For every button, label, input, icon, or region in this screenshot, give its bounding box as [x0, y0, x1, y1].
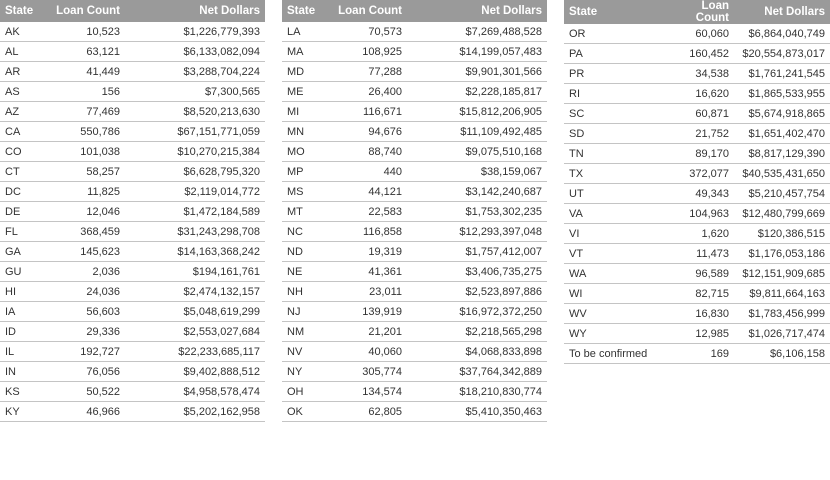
- cell-loan-count: 77,469: [50, 102, 125, 122]
- cell-state: WI: [564, 284, 664, 304]
- table-row: [282, 302, 547, 322]
- cell-net-dollars: $1,472,184,589: [125, 202, 265, 222]
- table-row: [0, 22, 265, 42]
- cell-net-dollars: $20,554,873,017: [734, 44, 830, 64]
- cell-state: IA: [0, 302, 50, 322]
- cell-net-dollars: $2,523,897,886: [407, 282, 547, 302]
- cell-loan-count: 94,676: [332, 122, 407, 142]
- cell-state: IL: [0, 342, 50, 362]
- cell-state: TN: [564, 144, 664, 164]
- cell-net-dollars: $1,757,412,007: [407, 242, 547, 262]
- table-row: [0, 262, 265, 282]
- cell-loan-count: 160,452: [664, 44, 734, 64]
- cell-net-dollars: $2,228,185,817: [407, 82, 547, 102]
- cell-net-dollars: $11,109,492,485: [407, 122, 547, 142]
- cell-loan-count: 60,060: [664, 24, 734, 44]
- table-header: [564, 0, 830, 24]
- cell-net-dollars: $12,293,397,048: [407, 222, 547, 242]
- cell-state: SC: [564, 104, 664, 124]
- table-row: [0, 62, 265, 82]
- cell-loan-count: 21,201: [332, 322, 407, 342]
- table-row: [0, 42, 265, 62]
- cell-net-dollars: $14,163,368,242: [125, 242, 265, 262]
- cell-net-dollars: $1,753,302,235: [407, 202, 547, 222]
- cell-net-dollars: $2,553,027,684: [125, 322, 265, 342]
- table-row: [282, 122, 547, 142]
- cell-net-dollars: $12,151,909,685: [734, 264, 830, 284]
- cell-loan-count: 12,046: [50, 202, 125, 222]
- cell-net-dollars: $6,628,795,320: [125, 162, 265, 182]
- cell-net-dollars: $14,199,057,483: [407, 42, 547, 62]
- cell-net-dollars: $2,218,565,298: [407, 322, 547, 342]
- cell-net-dollars: $9,402,888,512: [125, 362, 265, 382]
- cell-state: MT: [282, 202, 332, 222]
- cell-net-dollars: $16,972,372,250: [407, 302, 547, 322]
- table-row: [0, 242, 265, 262]
- cell-loan-count: 63,121: [50, 42, 125, 62]
- cell-state: NH: [282, 282, 332, 302]
- cell-loan-count: 82,715: [664, 284, 734, 304]
- table-row: [0, 162, 265, 182]
- table-row: [282, 162, 547, 182]
- header-state: State: [0, 0, 50, 22]
- table-row: [564, 324, 830, 344]
- header-loan-count: Loan Count: [664, 0, 734, 24]
- cell-loan-count: 77,288: [332, 62, 407, 82]
- cell-loan-count: 56,603: [50, 302, 125, 322]
- cell-loan-count: 49,343: [664, 184, 734, 204]
- cell-state: PA: [564, 44, 664, 64]
- cell-state: CA: [0, 122, 50, 142]
- cell-loan-count: 16,830: [664, 304, 734, 324]
- cell-state: UT: [564, 184, 664, 204]
- cell-net-dollars: $5,202,162,958: [125, 402, 265, 422]
- cell-state: CO: [0, 142, 50, 162]
- table-row: [282, 142, 547, 162]
- table-row: [564, 264, 830, 284]
- cell-net-dollars: $67,151,771,059: [125, 122, 265, 142]
- table-row: [0, 402, 265, 422]
- cell-state: MS: [282, 182, 332, 202]
- table-row: [282, 222, 547, 242]
- table-row: [282, 42, 547, 62]
- cell-state: DC: [0, 182, 50, 202]
- table-row: [0, 82, 265, 102]
- cell-net-dollars: $6,106,158: [734, 344, 830, 364]
- cell-loan-count: 58,257: [50, 162, 125, 182]
- cell-loan-count: 19,319: [332, 242, 407, 262]
- table-row: [564, 344, 830, 364]
- cell-state: NY: [282, 362, 332, 382]
- cell-net-dollars: $8,520,213,630: [125, 102, 265, 122]
- header-row: [282, 0, 547, 22]
- cell-state: CT: [0, 162, 50, 182]
- cell-loan-count: 550,786: [50, 122, 125, 142]
- cell-state: PR: [564, 64, 664, 84]
- table-row: [0, 362, 265, 382]
- cell-loan-count: 16,620: [664, 84, 734, 104]
- table-row: [0, 102, 265, 122]
- header-state: State: [564, 0, 664, 24]
- cell-net-dollars: $37,764,342,889: [407, 362, 547, 382]
- cell-net-dollars: $5,048,619,299: [125, 302, 265, 322]
- table-row: [0, 222, 265, 242]
- table-header: [0, 0, 265, 22]
- table-row: [564, 224, 830, 244]
- cell-net-dollars: $1,651,402,470: [734, 124, 830, 144]
- cell-state: WY: [564, 324, 664, 344]
- cell-state: MO: [282, 142, 332, 162]
- cell-state: NE: [282, 262, 332, 282]
- cell-loan-count: 40,060: [332, 342, 407, 362]
- cell-net-dollars: $5,210,457,754: [734, 184, 830, 204]
- cell-net-dollars: $1,176,053,186: [734, 244, 830, 264]
- table-row: [282, 402, 547, 422]
- header-loan-count: Loan Count: [332, 0, 407, 22]
- cell-loan-count: 24,036: [50, 282, 125, 302]
- cell-loan-count: 116,671: [332, 102, 407, 122]
- table-row: [564, 124, 830, 144]
- cell-state: FL: [0, 222, 50, 242]
- cell-state: DE: [0, 202, 50, 222]
- cell-loan-count: 101,038: [50, 142, 125, 162]
- cell-state: GU: [0, 262, 50, 282]
- cell-state: MI: [282, 102, 332, 122]
- cell-net-dollars: $7,300,565: [125, 82, 265, 102]
- cell-loan-count: 29,336: [50, 322, 125, 342]
- cell-state: ID: [0, 322, 50, 342]
- header-state: State: [282, 0, 332, 22]
- cell-net-dollars: $3,288,704,224: [125, 62, 265, 82]
- cell-net-dollars: $38,159,067: [407, 162, 547, 182]
- state-table-3: [564, 0, 830, 364]
- cell-net-dollars: $31,243,298,708: [125, 222, 265, 242]
- table-row: [564, 284, 830, 304]
- table-row: [564, 104, 830, 124]
- cell-state: WA: [564, 264, 664, 284]
- cell-state: WV: [564, 304, 664, 324]
- cell-net-dollars: $7,269,488,528: [407, 22, 547, 42]
- cell-net-dollars: $5,674,918,865: [734, 104, 830, 124]
- cell-loan-count: 192,727: [50, 342, 125, 362]
- table-row: [0, 302, 265, 322]
- cell-loan-count: 10,523: [50, 22, 125, 42]
- state-table-1: [0, 0, 265, 422]
- cell-loan-count: 116,858: [332, 222, 407, 242]
- table-row: [564, 84, 830, 104]
- cell-net-dollars: $120,386,515: [734, 224, 830, 244]
- table-row: [564, 44, 830, 64]
- cell-state: MP: [282, 162, 332, 182]
- cell-net-dollars: $10,270,215,384: [125, 142, 265, 162]
- cell-loan-count: 46,966: [50, 402, 125, 422]
- table-body: [564, 24, 830, 364]
- table-row: [282, 362, 547, 382]
- cell-loan-count: 70,573: [332, 22, 407, 42]
- cell-loan-count: 76,056: [50, 362, 125, 382]
- cell-state: MN: [282, 122, 332, 142]
- cell-state: ND: [282, 242, 332, 262]
- cell-net-dollars: $22,233,685,117: [125, 342, 265, 362]
- cell-loan-count: 22,583: [332, 202, 407, 222]
- cell-state: MD: [282, 62, 332, 82]
- cell-state: ME: [282, 82, 332, 102]
- cell-loan-count: 89,170: [664, 144, 734, 164]
- table-row: [282, 62, 547, 82]
- cell-loan-count: 41,361: [332, 262, 407, 282]
- cell-loan-count: 23,011: [332, 282, 407, 302]
- cell-state: To be confirmed: [564, 344, 664, 364]
- cell-loan-count: 44,121: [332, 182, 407, 202]
- cell-net-dollars: $1,226,779,393: [125, 22, 265, 42]
- cell-net-dollars: $4,068,833,898: [407, 342, 547, 362]
- table-row: [564, 204, 830, 224]
- cell-state: LA: [282, 22, 332, 42]
- cell-state: VT: [564, 244, 664, 264]
- cell-loan-count: 104,963: [664, 204, 734, 224]
- cell-loan-count: 169: [664, 344, 734, 364]
- cell-loan-count: 50,522: [50, 382, 125, 402]
- table-row: [282, 22, 547, 42]
- cell-state: KY: [0, 402, 50, 422]
- table-row: [564, 244, 830, 264]
- table-row: [0, 282, 265, 302]
- table-row: [0, 182, 265, 202]
- cell-net-dollars: $40,535,431,650: [734, 164, 830, 184]
- table-row: [282, 342, 547, 362]
- cell-loan-count: 62,805: [332, 402, 407, 422]
- cell-net-dollars: $1,761,241,545: [734, 64, 830, 84]
- table-row: [564, 24, 830, 44]
- cell-state: GA: [0, 242, 50, 262]
- cell-net-dollars: $3,142,240,687: [407, 182, 547, 202]
- cell-state: RI: [564, 84, 664, 104]
- cell-loan-count: 21,752: [664, 124, 734, 144]
- cell-net-dollars: $18,210,830,774: [407, 382, 547, 402]
- cell-loan-count: 1,620: [664, 224, 734, 244]
- cell-loan-count: 372,077: [664, 164, 734, 184]
- header-row: [0, 0, 265, 22]
- table-body: [282, 22, 547, 422]
- cell-state: AS: [0, 82, 50, 102]
- cell-net-dollars: $194,161,761: [125, 262, 265, 282]
- table-row: [282, 322, 547, 342]
- cell-state: NV: [282, 342, 332, 362]
- cell-state: AK: [0, 22, 50, 42]
- table-row: [0, 382, 265, 402]
- cell-loan-count: 145,623: [50, 242, 125, 262]
- table-row: [282, 82, 547, 102]
- cell-loan-count: 12,985: [664, 324, 734, 344]
- cell-state: KS: [0, 382, 50, 402]
- cell-loan-count: 11,825: [50, 182, 125, 202]
- cell-net-dollars: $9,811,664,163: [734, 284, 830, 304]
- table-row: [282, 202, 547, 222]
- cell-net-dollars: $8,817,129,390: [734, 144, 830, 164]
- table-row: [0, 142, 265, 162]
- table-row: [564, 184, 830, 204]
- cell-state: AZ: [0, 102, 50, 122]
- cell-state: NC: [282, 222, 332, 242]
- cell-state: OK: [282, 402, 332, 422]
- header-row: [564, 0, 830, 24]
- cell-net-dollars: $9,901,301,566: [407, 62, 547, 82]
- cell-loan-count: 41,449: [50, 62, 125, 82]
- table-row: [282, 182, 547, 202]
- cell-loan-count: 368,459: [50, 222, 125, 242]
- cell-loan-count: 108,925: [332, 42, 407, 62]
- header-net-dollars: Net Dollars: [734, 0, 830, 24]
- cell-state: NM: [282, 322, 332, 342]
- table-row: [564, 164, 830, 184]
- cell-net-dollars: $1,026,717,474: [734, 324, 830, 344]
- cell-loan-count: 88,740: [332, 142, 407, 162]
- cell-net-dollars: $15,812,206,905: [407, 102, 547, 122]
- table-row: [0, 342, 265, 362]
- table-row: [282, 262, 547, 282]
- cell-state: AR: [0, 62, 50, 82]
- cell-state: VI: [564, 224, 664, 244]
- cell-net-dollars: $12,480,799,669: [734, 204, 830, 224]
- cell-state: IN: [0, 362, 50, 382]
- cell-loan-count: 60,871: [664, 104, 734, 124]
- header-loan-count: Loan Count: [50, 0, 125, 22]
- cell-state: NJ: [282, 302, 332, 322]
- cell-state: MA: [282, 42, 332, 62]
- cell-state: AL: [0, 42, 50, 62]
- table-row: [564, 144, 830, 164]
- cell-net-dollars: $2,119,014,772: [125, 182, 265, 202]
- cell-net-dollars: $1,783,456,999: [734, 304, 830, 324]
- cell-loan-count: 156: [50, 82, 125, 102]
- cell-net-dollars: $5,410,350,463: [407, 402, 547, 422]
- cell-state: HI: [0, 282, 50, 302]
- cell-state: VA: [564, 204, 664, 224]
- cell-loan-count: 305,774: [332, 362, 407, 382]
- cell-loan-count: 11,473: [664, 244, 734, 264]
- table-row: [282, 382, 547, 402]
- cell-state: TX: [564, 164, 664, 184]
- cell-net-dollars: $1,865,533,955: [734, 84, 830, 104]
- table-row: [0, 322, 265, 342]
- cell-net-dollars: $6,133,082,094: [125, 42, 265, 62]
- table-row: [564, 64, 830, 84]
- cell-loan-count: 96,589: [664, 264, 734, 284]
- cell-loan-count: 2,036: [50, 262, 125, 282]
- cell-loan-count: 134,574: [332, 382, 407, 402]
- cell-state: OR: [564, 24, 664, 44]
- cell-loan-count: 440: [332, 162, 407, 182]
- cell-loan-count: 139,919: [332, 302, 407, 322]
- table-row: [0, 202, 265, 222]
- table-header: [282, 0, 547, 22]
- header-net-dollars: Net Dollars: [407, 0, 547, 22]
- cell-net-dollars: $4,958,578,474: [125, 382, 265, 402]
- table-row: [282, 102, 547, 122]
- cell-loan-count: 34,538: [664, 64, 734, 84]
- cell-state: SD: [564, 124, 664, 144]
- table-row: [282, 282, 547, 302]
- cell-loan-count: 26,400: [332, 82, 407, 102]
- cell-net-dollars: $2,474,132,157: [125, 282, 265, 302]
- table-row: [282, 242, 547, 262]
- table-row: [564, 304, 830, 324]
- cell-net-dollars: $9,075,510,168: [407, 142, 547, 162]
- table-body: [0, 22, 265, 422]
- cell-net-dollars: $3,406,735,275: [407, 262, 547, 282]
- table-row: [0, 122, 265, 142]
- cell-state: OH: [282, 382, 332, 402]
- cell-net-dollars: $6,864,040,749: [734, 24, 830, 44]
- state-table-2: [282, 0, 547, 422]
- header-net-dollars: Net Dollars: [125, 0, 265, 22]
